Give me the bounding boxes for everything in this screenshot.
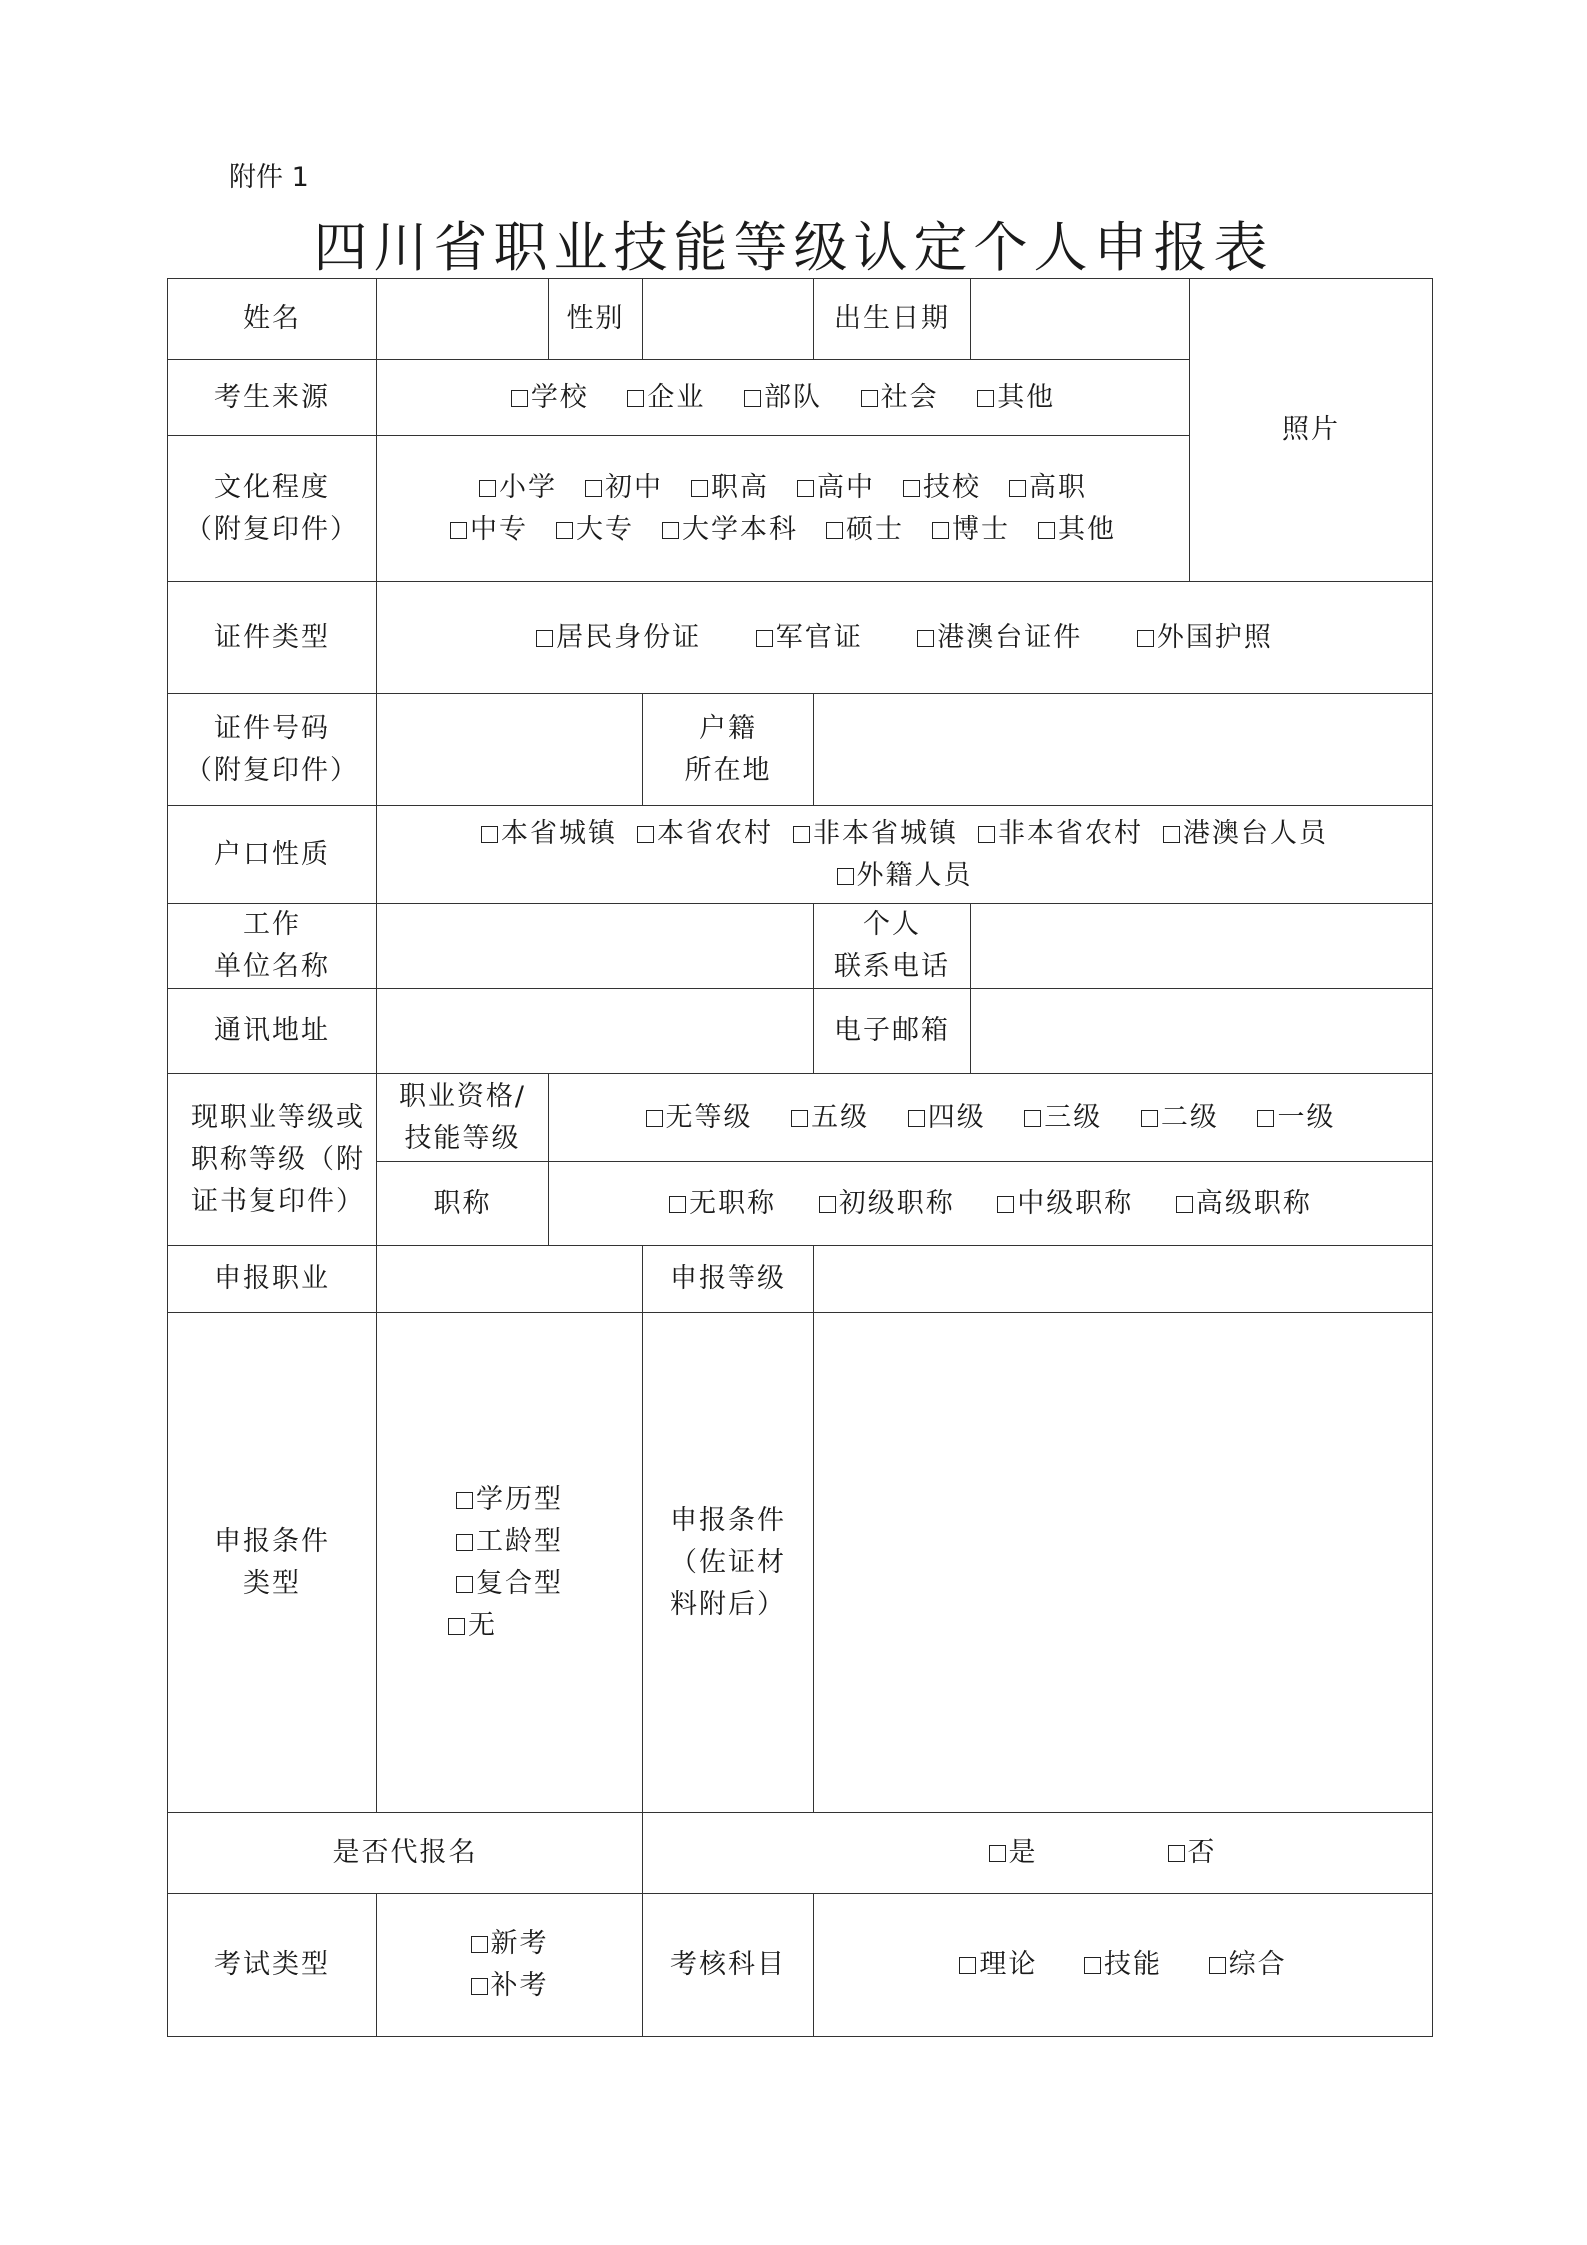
id-type-option[interactable]: 港澳台证件 (917, 617, 1082, 659)
education-option[interactable]: 博士 (932, 509, 1010, 551)
subject-option[interactable]: 技能 (1084, 1944, 1162, 1986)
checkbox-icon (793, 826, 810, 843)
checkbox-icon (1009, 480, 1026, 497)
id-type-option[interactable]: 军官证 (756, 617, 863, 659)
household-type-option[interactable]: 港澳台人员 (1163, 813, 1328, 855)
email-field[interactable] (971, 989, 1433, 1074)
checkbox-icon (1141, 1110, 1158, 1127)
checkbox-icon (646, 1110, 663, 1127)
qualification-option[interactable]: 无等级 (646, 1097, 753, 1139)
checkbox-icon (908, 1110, 925, 1127)
gender-label: 性别 (549, 279, 643, 360)
checkbox-icon (978, 826, 995, 843)
title-rank-label: 职称 (377, 1162, 549, 1246)
proxy-label: 是否代报名 (168, 1813, 643, 1894)
checkbox-icon (511, 390, 528, 407)
education-option[interactable]: 高中 (797, 467, 875, 509)
email-label: 电子邮箱 (814, 989, 971, 1074)
attachment-label: 附件 1 (229, 162, 309, 193)
checkbox-icon (1137, 630, 1154, 647)
qualification-label: 职业资格/ 技能等级 (377, 1074, 549, 1162)
title-rank-option[interactable]: 初级职称 (819, 1183, 955, 1225)
checkbox-icon (456, 1492, 473, 1509)
checkbox-icon (479, 480, 496, 497)
household-type-option[interactable]: 非本省城镇 (793, 813, 958, 855)
checkbox-icon (669, 1196, 686, 1213)
checkbox-icon (471, 1936, 488, 1953)
checkbox-icon (903, 480, 920, 497)
id-type-options (377, 582, 1433, 694)
checkbox-icon (456, 1534, 473, 1551)
photo-label: 照片 (1282, 414, 1340, 445)
checkbox-icon (837, 868, 854, 885)
checkbox-icon (471, 1978, 488, 1995)
checkbox-icon (1163, 826, 1180, 843)
qualification-option[interactable]: 三级 (1024, 1097, 1102, 1139)
household-location-field[interactable] (814, 694, 1433, 806)
checkbox-icon (997, 1196, 1014, 1213)
apply-level-label: 申报等级 (643, 1246, 814, 1313)
checkbox-icon (627, 390, 644, 407)
checkbox-icon (977, 390, 994, 407)
source-option[interactable]: 部队 (744, 377, 822, 419)
household-type-option[interactable]: 本省农村 (637, 813, 773, 855)
apply-occupation-label: 申报职业 (168, 1246, 377, 1313)
id-number-label: 证件号码 （附复印件） (168, 694, 377, 806)
exam-type-label: 考试类型 (168, 1894, 377, 2037)
checkbox-icon (1024, 1110, 1041, 1127)
proxy-options (643, 1813, 1433, 1894)
condition-type-option[interactable]: 复合型 (456, 1563, 563, 1605)
education-option[interactable]: 中专 (450, 509, 528, 551)
checkbox-icon (932, 522, 949, 539)
education-option[interactable]: 小学 (479, 467, 557, 509)
current-level-label: 现职业等级或 职称等级（附 证书复印件） (168, 1074, 377, 1246)
application-form-table (167, 278, 1433, 2037)
education-option[interactable]: 技校 (903, 467, 981, 509)
exam-type-options (377, 1894, 643, 2037)
subject-option[interactable]: 综合 (1209, 1944, 1287, 1986)
checkbox-icon (556, 522, 573, 539)
checkbox-icon (756, 630, 773, 647)
checkbox-icon (826, 522, 843, 539)
checkbox-icon (1209, 1957, 1226, 1974)
phone-label: 个人 联系电话 (814, 904, 971, 989)
education-option[interactable]: 硕士 (826, 509, 904, 551)
checkbox-icon (450, 522, 467, 539)
exam-type-option[interactable]: 补考 (471, 1965, 549, 2007)
household-type-label: 户口性质 (168, 806, 377, 904)
checkbox-icon (637, 826, 654, 843)
education-option[interactable]: 初中 (585, 467, 663, 509)
source-option[interactable]: 社会 (861, 377, 939, 419)
checkbox-icon (456, 1576, 473, 1593)
phone-field[interactable] (971, 904, 1433, 989)
qualification-option[interactable]: 一级 (1257, 1097, 1335, 1139)
id-type-option[interactable]: 居民身份证 (536, 617, 701, 659)
checkbox-icon (585, 480, 602, 497)
condition-type-option[interactable]: 工龄型 (456, 1521, 563, 1563)
condition-type-option[interactable]: 无 (448, 1605, 563, 1647)
education-option[interactable]: 其他 (1038, 509, 1116, 551)
name-label: 姓名 (168, 279, 377, 360)
birth-label: 出生日期 (814, 279, 971, 360)
checkbox-icon (1257, 1110, 1274, 1127)
checkbox-icon (989, 1845, 1006, 1862)
title-rank-option[interactable]: 高级职称 (1176, 1183, 1312, 1225)
source-option[interactable]: 企业 (627, 377, 705, 419)
title-rank-option[interactable]: 无职称 (669, 1183, 776, 1225)
subject-option[interactable]: 理论 (959, 1944, 1037, 1986)
qualification-option[interactable]: 二级 (1141, 1097, 1219, 1139)
work-unit-label: 工作 单位名称 (168, 904, 377, 989)
checkbox-icon (691, 480, 708, 497)
subjects-options (814, 1894, 1433, 2037)
checkbox-icon (917, 630, 934, 647)
education-options (377, 436, 1190, 582)
condition-type-label: 申报条件 类型 (168, 1313, 377, 1813)
source-option[interactable]: 学校 (511, 377, 589, 419)
household-type-option[interactable]: 非本省农村 (978, 813, 1143, 855)
checkbox-icon (959, 1957, 976, 1974)
checkbox-icon (797, 480, 814, 497)
work-unit-field[interactable] (377, 904, 814, 989)
household-type-option[interactable]: 本省城镇 (481, 813, 617, 855)
form-title: 四川省职业技能等级认定个人申报表 (313, 216, 1274, 279)
checkbox-icon (1176, 1196, 1193, 1213)
condition-type-options (377, 1313, 643, 1813)
birth-field[interactable] (971, 279, 1190, 360)
qualification-option[interactable]: 五级 (791, 1097, 869, 1139)
source-options (377, 360, 1190, 436)
checkbox-icon (662, 522, 679, 539)
checkbox-icon (819, 1196, 836, 1213)
checkbox-icon (1038, 522, 1055, 539)
checkbox-icon (481, 826, 498, 843)
apply-occupation-field[interactable] (377, 1246, 643, 1313)
source-label: 考生来源 (168, 360, 377, 436)
address-label: 通讯地址 (168, 989, 377, 1074)
checkbox-icon (448, 1618, 465, 1635)
checkbox-icon (861, 390, 878, 407)
qualification-option[interactable]: 四级 (908, 1097, 986, 1139)
education-option[interactable]: 高职 (1009, 467, 1087, 509)
title-rank-option[interactable]: 中级职称 (997, 1183, 1133, 1225)
name-field[interactable] (377, 279, 549, 360)
household-type-options (377, 806, 1433, 904)
checkbox-icon (1168, 1845, 1185, 1862)
education-option[interactable]: 大学本科 (662, 509, 798, 551)
subjects-label: 考核科目 (643, 1894, 814, 2037)
education-label: 文化程度 （附复印件） (168, 436, 377, 582)
household-location-label: 户籍 所在地 (643, 694, 814, 806)
conditions-label: 申报条件 （佐证材 料附后） (643, 1313, 814, 1813)
education-option[interactable]: 职高 (691, 467, 769, 509)
qualification-options (549, 1074, 1433, 1162)
apply-level-field[interactable] (814, 1246, 1433, 1313)
checkbox-icon (1084, 1957, 1101, 1974)
gender-field[interactable] (643, 279, 814, 360)
exam-type-option[interactable]: 新考 (471, 1923, 549, 1965)
conditions-field[interactable] (814, 1313, 1433, 1813)
id-type-option[interactable]: 外国护照 (1137, 617, 1273, 659)
checkbox-icon (536, 630, 553, 647)
photo-cell[interactable] (1190, 279, 1433, 582)
id-number-field[interactable] (377, 694, 643, 806)
checkbox-icon (744, 390, 761, 407)
source-option[interactable]: 其他 (977, 377, 1055, 419)
id-type-label: 证件类型 (168, 582, 377, 694)
proxy-option[interactable]: 是 (989, 1832, 1038, 1874)
title-rank-options (549, 1162, 1433, 1246)
address-field[interactable] (377, 989, 814, 1074)
condition-type-option[interactable]: 学历型 (456, 1479, 563, 1521)
education-option[interactable]: 大专 (556, 509, 634, 551)
proxy-option[interactable]: 否 (1168, 1832, 1217, 1874)
checkbox-icon (791, 1110, 808, 1127)
household-type-option[interactable]: 外籍人员 (837, 855, 973, 897)
